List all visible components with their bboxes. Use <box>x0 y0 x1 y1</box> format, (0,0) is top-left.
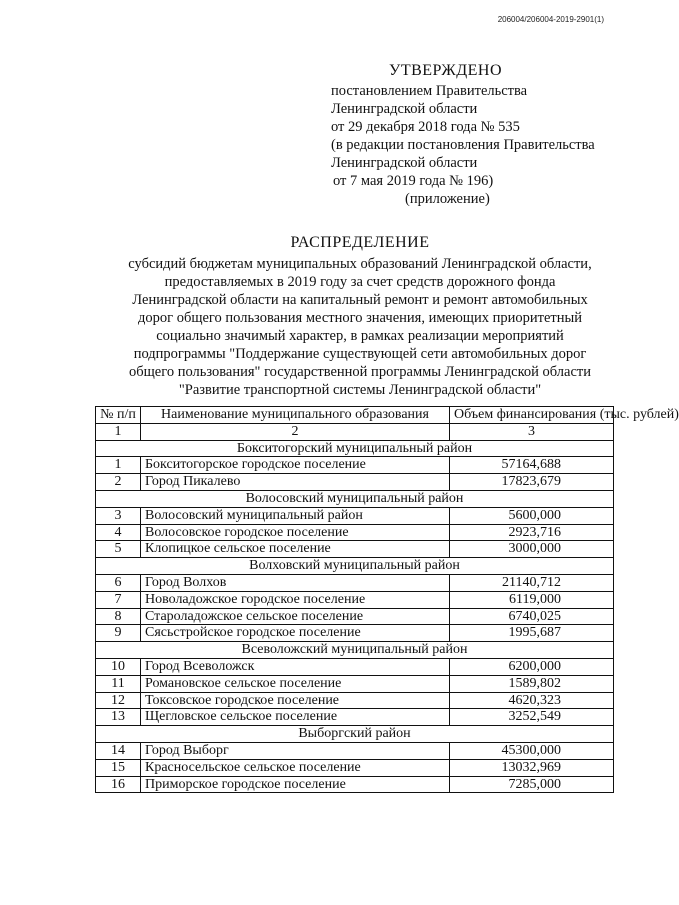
row-amount: 45300,000 <box>450 742 614 759</box>
column-number: 3 <box>450 423 614 440</box>
column-number: 2 <box>141 423 450 440</box>
row-name: Сясьстройское городское поселение <box>141 625 450 642</box>
row-number: 5 <box>96 541 141 558</box>
row-amount: 1995,687 <box>450 625 614 642</box>
section-title: Выборгский район <box>96 726 614 743</box>
row-number: 10 <box>96 658 141 675</box>
section-title: Волосовский муниципальный район <box>96 490 614 507</box>
section-row <box>96 490 614 507</box>
table-row <box>96 574 614 591</box>
row-number: 6 <box>96 574 141 591</box>
title-line: Ленинградской области на капитальный ремонт и ремонт автомобильных <box>132 292 588 308</box>
row-number: 8 <box>96 608 141 625</box>
document-title-block <box>60 234 660 399</box>
approval-line: от 29 декабря 2018 года № 535 <box>331 119 520 135</box>
section-row <box>96 726 614 743</box>
header-number: № п/п <box>96 407 141 424</box>
row-amount: 6740,025 <box>450 608 614 625</box>
title-line: "Развитие транспортной системы Ленинградской области" <box>178 382 542 398</box>
row-amount: 7285,000 <box>450 776 614 793</box>
table-row <box>96 474 614 491</box>
section-title: Волховский муниципальный район <box>96 558 614 575</box>
row-number: 4 <box>96 524 141 541</box>
row-amount: 13032,969 <box>450 759 614 776</box>
approval-stamp <box>331 62 595 208</box>
table-row <box>96 541 614 558</box>
row-name: Волосовское городское поселение <box>141 524 450 541</box>
row-amount: 57164,688 <box>450 457 614 474</box>
header-name: Наименование муниципального образования <box>141 407 450 424</box>
row-name: Город Волхов <box>141 574 450 591</box>
table-row <box>96 591 614 608</box>
approval-line: постановлением Правительства <box>331 83 528 99</box>
table-row <box>96 658 614 675</box>
section-title: Бокситогорский муниципальный район <box>96 440 614 457</box>
row-amount: 4620,323 <box>450 692 614 709</box>
title-line: дорог общего пользования местного значения, имеющих приоритетный <box>138 310 582 326</box>
section-row <box>96 558 614 575</box>
table-row <box>96 709 614 726</box>
row-name: Город Всеволожск <box>141 658 450 675</box>
row-amount: 2923,716 <box>450 524 614 541</box>
subsidy-table <box>95 406 679 793</box>
row-name: Город Выборг <box>141 742 450 759</box>
row-number: 7 <box>96 591 141 608</box>
row-number: 1 <box>96 457 141 474</box>
header-amount: Объем финансирования (тыс. рублей) <box>450 407 614 424</box>
row-name: Приморское городское поселение <box>141 776 450 793</box>
title-line: субсидий бюджетам муниципальных образований Ленинградской области, <box>128 256 592 272</box>
row-number: 9 <box>96 625 141 642</box>
row-amount: 3000,000 <box>450 541 614 558</box>
row-number: 14 <box>96 742 141 759</box>
approval-heading: УТВЕРЖДЕНО <box>389 62 503 79</box>
row-number: 13 <box>96 709 141 726</box>
row-name: Красносельское сельское поселение <box>141 759 450 776</box>
row-name: Щегловское сельское поселение <box>141 709 450 726</box>
row-name: Токсовское городское поселение <box>141 692 450 709</box>
approval-appendix-label: (приложение) <box>405 191 490 207</box>
row-amount: 21140,712 <box>450 574 614 591</box>
document-number: 206004/206004-2019-2901(1) <box>497 15 604 24</box>
approval-line: Ленинградской области <box>331 101 478 117</box>
section-row <box>96 642 614 659</box>
row-name: Романовское сельское поселение <box>141 675 450 692</box>
row-amount: 5600,000 <box>450 507 614 524</box>
row-name: Новоладожское городское поселение <box>141 591 450 608</box>
row-name: Волосовский муниципальный район <box>141 507 450 524</box>
row-name: Бокситогорское городское поселение <box>141 457 450 474</box>
table-row <box>96 692 614 709</box>
row-name: Клопицкое сельское поселение <box>141 541 450 558</box>
table-row <box>96 625 614 642</box>
row-amount: 6119,000 <box>450 591 614 608</box>
table-row <box>96 675 614 692</box>
table-row <box>96 524 614 541</box>
approval-line: Ленинградской области <box>331 155 478 171</box>
title-line: социально значимый характер, в рамках реализации мероприятий <box>156 328 564 344</box>
row-amount: 1589,802 <box>450 675 614 692</box>
table-row <box>96 742 614 759</box>
row-name: Город Пикалево <box>141 474 450 491</box>
title-line: подпрограммы "Поддержание существующей сети автомобильных дорог <box>133 346 587 362</box>
title-line: предоставляемых в 2019 году за счет средств дорожного фонда <box>164 274 556 290</box>
table-row <box>96 457 614 474</box>
approval-line: от 7 мая 2019 года № 196) <box>333 173 494 189</box>
row-number: 2 <box>96 474 141 491</box>
row-number: 16 <box>96 776 141 793</box>
row-number: 12 <box>96 692 141 709</box>
table-row <box>96 608 614 625</box>
row-number: 3 <box>96 507 141 524</box>
table-header-row <box>96 407 614 424</box>
section-title: Всеволожский муниципальный район <box>96 642 614 659</box>
row-number: 11 <box>96 675 141 692</box>
table-row <box>96 776 614 793</box>
title-line: общего пользования" государственной программы Ленинградской области <box>129 364 591 380</box>
row-amount: 6200,000 <box>450 658 614 675</box>
table-row <box>96 759 614 776</box>
column-numbers-row <box>96 423 614 440</box>
row-name: Староладожское сельское поселение <box>141 608 450 625</box>
table-row <box>96 507 614 524</box>
approval-line: (в редакции постановления Правительства <box>331 137 595 153</box>
row-number: 15 <box>96 759 141 776</box>
row-amount: 17823,679 <box>450 474 614 491</box>
document-title: РАСПРЕДЕЛЕНИЕ <box>290 234 430 251</box>
section-row <box>96 440 614 457</box>
row-amount: 3252,549 <box>450 709 614 726</box>
column-number: 1 <box>96 423 141 440</box>
